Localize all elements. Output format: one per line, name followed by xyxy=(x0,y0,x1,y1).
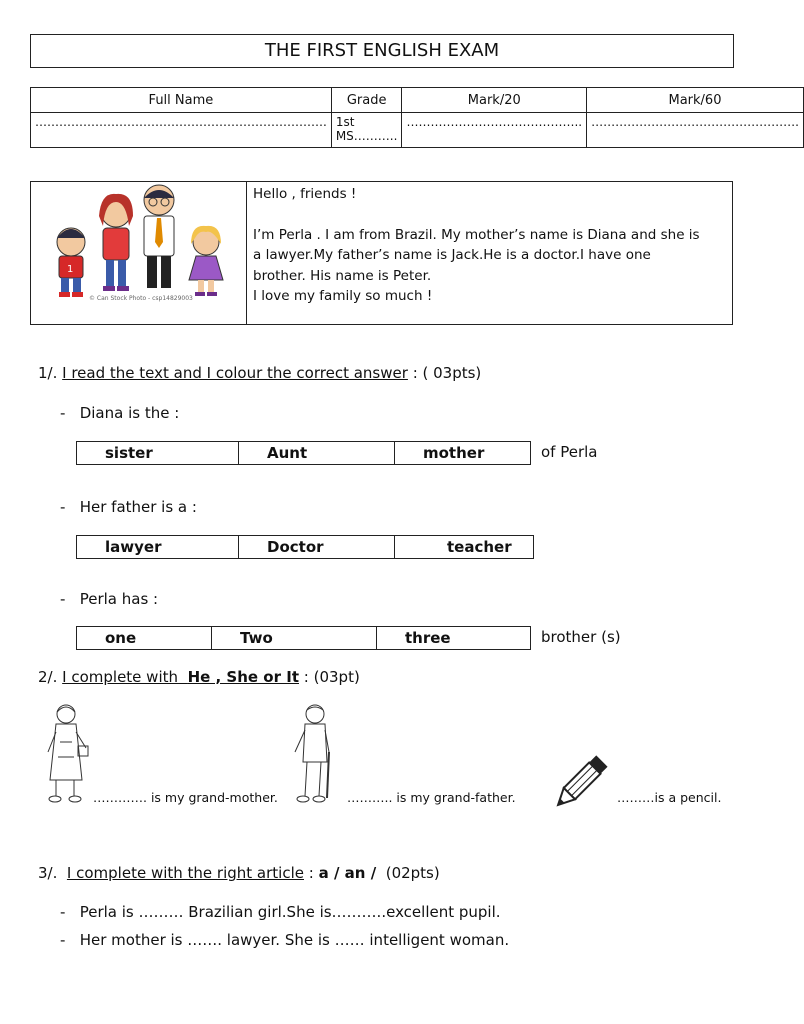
option-two[interactable]: Two xyxy=(212,627,377,649)
student-info-table xyxy=(30,87,804,148)
q2-number: 2/. xyxy=(38,668,58,686)
q2-item-1: …………. is my grand-mother. xyxy=(93,790,278,805)
text-line: I’m Perla . I am from Brazil. My mother’s name is Diana and she is xyxy=(253,226,700,243)
option-lawyer[interactable]: lawyer xyxy=(77,536,239,558)
q1-heading xyxy=(38,364,481,382)
q3-instruction: I complete with the right article xyxy=(66,864,304,882)
header-mark-60: Mark/60 xyxy=(587,88,804,113)
text-line: I love my family so much ! xyxy=(253,288,433,304)
q2-instruction: I complete with He , She or It xyxy=(62,668,299,686)
q1-item-1-prompt: - Diana is the : xyxy=(60,404,180,422)
text-line: a lawyer.My father’s name is Jack.He is a doctor.I have one xyxy=(253,247,651,263)
grandfather-icon xyxy=(289,702,339,806)
q3-item-1: - Perla is ……… Brazilian girl.She is………..excellent pupil. xyxy=(60,903,501,921)
grade-field[interactable]: 1st MS……….. xyxy=(331,113,402,148)
q1-instruction: I read the text and I colour the correct answer xyxy=(62,364,408,382)
family-icon xyxy=(31,182,246,324)
q1-item-1-options xyxy=(76,441,531,465)
full-name-field[interactable]: ………………………………………………………………. xyxy=(31,113,332,148)
q2-points: : (03pt) xyxy=(303,668,360,686)
option-one[interactable]: one xyxy=(77,627,212,649)
q1-item-3-options xyxy=(76,626,531,650)
q1-item-2-options xyxy=(76,535,534,559)
header-full-name: Full Name xyxy=(31,88,332,113)
q1-points: : ( 03pts) xyxy=(412,364,482,382)
text-line: brother. His name is Peter. xyxy=(253,267,432,284)
reading-text-box xyxy=(30,181,733,325)
option-sister[interactable]: sister xyxy=(77,442,239,464)
q3-articles: a / an / xyxy=(318,864,377,882)
q3-item-2: - Her mother is ……. lawyer. She is …… intelligent woman. xyxy=(60,931,510,949)
mark-60-field[interactable]: ……………………………………………. xyxy=(587,113,804,148)
option-teacher[interactable]: teacher xyxy=(447,538,512,556)
mark-20-field[interactable]: …………………………………….. xyxy=(402,113,587,148)
q1-item-2-prompt: - Her father is a : xyxy=(60,498,197,516)
q3-colon: : xyxy=(308,864,314,882)
q3-points: (02pts) xyxy=(385,864,440,882)
grandmother-icon xyxy=(42,702,94,806)
pencil-icon xyxy=(552,754,608,812)
header-mark-20: Mark/20 xyxy=(402,88,587,113)
svg-text:1: 1 xyxy=(67,264,74,275)
q1-item-3-prompt: - Perla has : xyxy=(60,590,159,608)
q2-item-3: ………is a pencil. xyxy=(617,790,722,805)
header-grade: Grade xyxy=(331,88,402,113)
option-doctor[interactable]: Doctor xyxy=(239,536,395,558)
q2-heading xyxy=(38,668,360,686)
q3-number: 3/. xyxy=(38,864,58,882)
family-illustration xyxy=(31,182,247,324)
q2-item-2: ……….. is my grand-father. xyxy=(347,790,516,805)
q3-heading xyxy=(38,864,440,882)
option-mother[interactable]: mother xyxy=(423,444,485,462)
watermark-text: © Can Stock Photo - csp14829003 xyxy=(89,295,193,302)
q1-item-1-suffix: of Perla xyxy=(541,443,598,461)
q1-item-3-suffix: brother (s) xyxy=(541,628,621,646)
text-line xyxy=(253,205,729,225)
exam-title: THE FIRST ENGLISH EXAM xyxy=(30,34,734,68)
q1-number: 1/. xyxy=(38,364,58,382)
option-aunt[interactable]: Aunt xyxy=(239,442,395,464)
reading-text xyxy=(253,184,729,307)
text-line: Hello , friends ! xyxy=(253,186,357,202)
option-three[interactable]: three xyxy=(405,629,451,647)
